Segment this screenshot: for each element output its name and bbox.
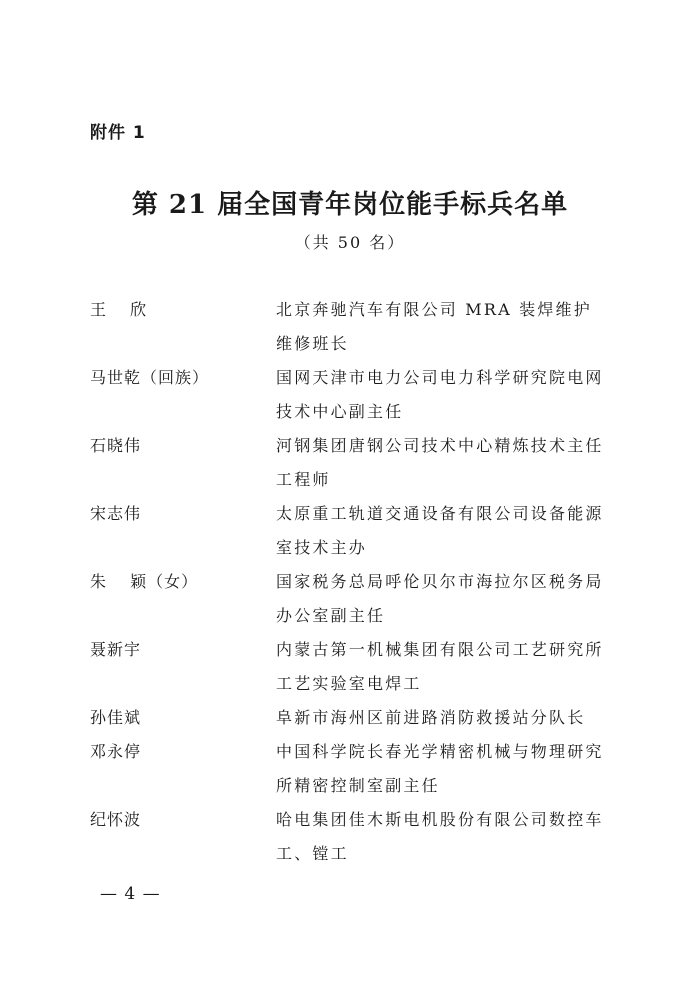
honoree-list (90, 293, 620, 871)
honoree-position: 中国科学院长春光学精密机械与物理研究所精密控制室副主任 (276, 742, 604, 795)
list-item (90, 803, 620, 871)
honoree-name: 纪怀波 (90, 810, 142, 829)
honoree-position: 国网天津市电力公司电力科学研究院电网技术中心副主任 (276, 368, 604, 421)
honoree-position: 太原重工轨道交通设备有限公司设备能源室技术主办 (276, 504, 604, 557)
honoree-position: 哈电集团佳木斯电机股份有限公司数控车工、镗工 (276, 810, 604, 863)
honoree-position: 国家税务总局呼伦贝尔市海拉尔区税务局办公室副主任 (276, 572, 604, 625)
honoree-position: 阜新市海州区前进路消防救援站分队长 (276, 708, 586, 727)
honoree-position: 北京奔驰汽车有限公司 MRA 装焊维护维修班长 (276, 300, 592, 353)
page-number: — 4 — (100, 884, 161, 904)
document-title: 第 21 届全国青年岗位能手标兵名单 (131, 190, 569, 220)
honoree-name: 朱 颖（女） (90, 572, 199, 591)
honoree-position: 内蒙古第一机械集团有限公司工艺研究所工艺实验室电焊工 (276, 640, 604, 693)
document-subtitle: （共 50 名） (294, 233, 406, 252)
list-item (90, 565, 620, 633)
list-item (90, 701, 620, 735)
honoree-name: 聂新宇 (90, 640, 142, 659)
list-item (90, 429, 620, 497)
attachment-label: 附件 1 (90, 123, 146, 143)
honoree-name: 邓永停 (90, 742, 142, 761)
list-item (90, 361, 620, 429)
honoree-name: 孙佳斌 (90, 708, 142, 727)
honoree-name: 马世乾（回族） (90, 368, 210, 387)
list-item (90, 293, 620, 361)
honoree-position: 河钢集团唐钢公司技术中心精炼技术主任工程师 (276, 436, 604, 489)
honoree-name: 石晓伟 (90, 436, 142, 455)
list-item (90, 633, 620, 701)
list-item (90, 735, 620, 803)
honoree-name: 王 欣 (90, 300, 148, 319)
list-item (90, 497, 620, 565)
honoree-name: 宋志伟 (90, 504, 142, 523)
